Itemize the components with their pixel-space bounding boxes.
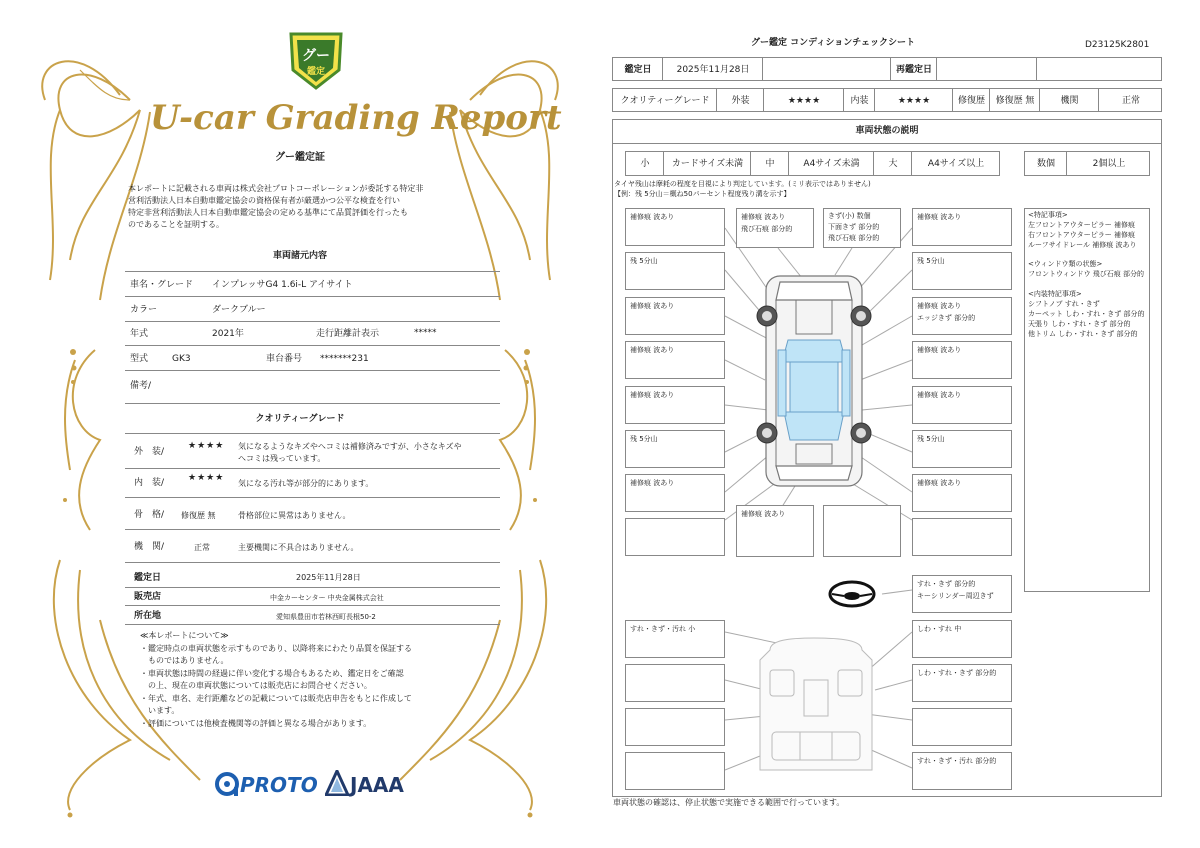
- svg-text:鑑定: 鑑定: [306, 67, 326, 77]
- damage-note: しわ・すれ・きず 部分的: [917, 669, 997, 677]
- note-line: ものではありません。: [140, 656, 229, 665]
- color-value: ダークブルー: [212, 305, 266, 315]
- engine-comment: 主要機関に不具合はありません。: [238, 543, 359, 552]
- frame-comment: 骨格部位に異常はありません。: [238, 511, 351, 520]
- frame-value: 修復歴 無: [181, 511, 216, 520]
- date-value: 2025年11月28日: [296, 573, 361, 582]
- date-label: 鑑定日: [624, 65, 652, 75]
- interior-box-right-1: [912, 620, 1012, 658]
- interior-box-left-2: [625, 664, 725, 702]
- condition-heading: 車両状態の説明: [855, 126, 919, 136]
- model-value: GK3: [172, 354, 191, 364]
- model-label: 型式: [130, 354, 149, 364]
- year-value: 2021年: [212, 329, 244, 339]
- special-item: ルーフサイドレール 補修痕 波あり: [1028, 241, 1137, 249]
- interior-box-right-2: [912, 664, 1012, 702]
- remarks-label: 備考/: [130, 381, 152, 391]
- damage-note: 補修痕 波あり エッジきず 部分的: [917, 302, 976, 322]
- legend-large: 大: [888, 159, 898, 169]
- divider: [125, 370, 500, 371]
- damage-box-left-7: [625, 474, 725, 512]
- exterior-stars: ★★★★: [188, 441, 225, 451]
- damage-box-left-4: [625, 341, 725, 379]
- damage-box-left-3: [625, 297, 725, 335]
- window-item: フロントウィンドウ 飛び石痕 部分的: [1028, 270, 1145, 278]
- engine-value: 正常: [1121, 96, 1140, 106]
- specs-heading: 車両諸元内容: [272, 251, 327, 261]
- sheet-title: グー鑑定 コンディションチェックシート: [751, 38, 915, 48]
- damage-box-left-6: [625, 430, 725, 468]
- intro-line: 本レポートに記載される車両は株式会社プロトコーポレーションが委託する特定非: [128, 184, 424, 193]
- color-label: カラー: [130, 305, 158, 315]
- legend-small-desc: カードサイズ未満: [671, 159, 744, 169]
- steering-note-box: [912, 575, 1012, 613]
- divider: [125, 403, 500, 404]
- note-line: ・鑑定時点の車両状態を示すものであり、以降将来にわたり品質を保証する: [140, 644, 412, 653]
- engine-label: 機 関/: [134, 542, 165, 552]
- damage-box-top-1: [736, 208, 814, 248]
- engine-label: 機関: [1060, 96, 1079, 106]
- special-item: 右フロントアウターピラー 補修痕: [1028, 231, 1135, 239]
- svg-text:グー: グー: [302, 48, 330, 64]
- divider: [125, 296, 500, 297]
- tire-note: タイヤ残山は摩耗の程度を目視により判定しています。(ミリ表示ではありません): [614, 180, 871, 188]
- sheet-code: D23125K2801: [1085, 40, 1150, 50]
- special-item: 左フロントアウターピラー 補修痕: [1028, 221, 1135, 229]
- divider: [125, 605, 500, 606]
- note-line: ・評価については他検査機関等の評価と異なる場合があります。: [140, 719, 372, 728]
- interior-stars: ★★★★: [188, 473, 225, 483]
- interior-box-left-4: [625, 752, 725, 790]
- mileage-value: *****: [414, 328, 437, 338]
- exterior-comment: ヘコミは残っています。: [238, 454, 326, 463]
- exterior-label: 外 装/: [134, 447, 165, 457]
- damage-box-bottom-3: [912, 518, 1012, 556]
- damage-box-right-6: [912, 430, 1012, 468]
- divider: [125, 562, 500, 563]
- dealer-label: 販売店: [134, 592, 162, 602]
- interior-box-left-3: [625, 708, 725, 746]
- damage-box-left-1: [625, 208, 725, 246]
- damage-note: 補修痕 波あり: [630, 391, 675, 399]
- proto-logo-icon: [214, 771, 240, 797]
- divider: [125, 529, 500, 530]
- interior-item: カーペット しわ・すれ・きず 部分的: [1028, 310, 1145, 318]
- damage-note: 補修痕 波あり: [630, 302, 675, 310]
- jaaa-logo-icon: [325, 770, 349, 796]
- damage-note: 補修痕 波あり: [917, 346, 962, 354]
- chassis-label: 車台番号: [266, 354, 303, 364]
- intro-line: 営利活動法人日本自動車鑑定協会の資格保有者が厳選かつ公平な検査を行い: [128, 196, 400, 205]
- count-value: 2個以上: [1092, 159, 1126, 169]
- note-line: ・年式、車名、走行距離などの記載については販売店申告をもとに作成して: [140, 694, 412, 703]
- interior-diagram: [760, 638, 872, 770]
- interior-label: 内装: [850, 96, 869, 106]
- damage-box-bottom-1: [736, 505, 814, 557]
- damage-note: 残 5分山: [917, 257, 945, 265]
- damage-box-right-5: [912, 386, 1012, 424]
- interior-stars: ★★★★: [897, 96, 931, 106]
- note-line: ・車両状態は時間の経過に伴い変化する場合もあるため、鑑定日をご確認: [140, 669, 404, 678]
- repair-label: 修復歴: [957, 96, 985, 106]
- count-label: 数個: [1036, 159, 1055, 169]
- legend-medium: 中: [765, 159, 775, 169]
- quality-label: クオリティーグレード: [620, 96, 710, 106]
- damage-note: 補修痕 波あり: [630, 213, 675, 221]
- certificate-heading: グー鑑定証: [275, 152, 325, 163]
- damage-box-right-4: [912, 341, 1012, 379]
- damage-box-left-2: [625, 252, 725, 290]
- special-heading: <特記事項>: [1028, 211, 1068, 219]
- damage-note: 補修痕 波あり 飛び石痕 部分的: [741, 213, 793, 233]
- divider: [125, 271, 500, 272]
- damage-box-top-2: [823, 208, 901, 248]
- interior-box-right-4: [912, 752, 1012, 790]
- damage-note: すれ・きず 部分的 キーシリンダー周辺きず: [917, 580, 994, 600]
- frame-label: 骨 格/: [134, 510, 165, 520]
- date-label: 鑑定日: [134, 573, 162, 583]
- damage-note: しわ・すれ 中: [917, 625, 962, 633]
- damage-box-right-3: [912, 297, 1012, 335]
- chassis-value: *******231: [320, 354, 369, 364]
- exterior-comment: 気になるようなキズやヘコミは補修済みですが、小さなキズや: [238, 442, 462, 451]
- report-script-title: U-car Grading Report: [150, 98, 562, 138]
- intro-line: のであることを証明する。: [128, 220, 224, 229]
- damage-note: すれ・きず・汚れ 部分的: [917, 757, 997, 765]
- interior-item: 他トリム しわ・すれ・きず 部分的: [1028, 330, 1138, 338]
- quality-heading: クオリティーグレード: [255, 414, 345, 424]
- legend-medium-desc: A4サイズ未満: [803, 159, 860, 169]
- note-line: の上、現在の車両状態については販売店にお問合せください。: [140, 681, 372, 690]
- damage-box-right-7: [912, 474, 1012, 512]
- damage-note: 残 5分山: [917, 435, 945, 443]
- proto-logo-text: PROTO: [240, 773, 318, 797]
- interior-comment: 気になる汚れ等が部分的にあります。: [238, 479, 374, 488]
- divider: [125, 321, 500, 322]
- date-value: 2025年11月28日: [676, 65, 750, 75]
- window-heading: <ウィンドウ類の状態>: [1028, 260, 1103, 268]
- interior-item: 天張り しわ・すれ・きず 部分的: [1028, 320, 1131, 328]
- divider: [125, 497, 500, 498]
- divider: [125, 624, 500, 625]
- condition-check-sheet: [600, 0, 1200, 848]
- interior-box-right-3: [912, 708, 1012, 746]
- exterior-stars: ★★★★: [787, 96, 821, 106]
- damage-note: 補修痕 波あり: [630, 346, 675, 354]
- damage-box-right-2: [912, 252, 1012, 290]
- address-value: 愛知県豊田市若林西町長根50-2: [276, 613, 376, 621]
- damage-note: 補修痕 波あり: [917, 391, 962, 399]
- damage-note: きず(小) 数個 下面きず 部分的 飛び石痕 部分的: [828, 212, 880, 242]
- divider: [125, 433, 500, 434]
- special-notes-box: [1024, 208, 1150, 592]
- mileage-label: 走行距離計表示: [316, 329, 380, 339]
- interior-heading: <内装特記事項>: [1028, 290, 1082, 298]
- damage-note: 補修痕 波あり: [917, 213, 962, 221]
- legend-small: 小: [640, 159, 650, 169]
- goo-kantei-badge-icon: [287, 30, 345, 92]
- steering-wheel-icon: [830, 582, 874, 606]
- damage-note: すれ・きず・汚れ 小: [630, 625, 696, 633]
- damage-box-left-5: [625, 386, 725, 424]
- interior-box-left-1: [625, 620, 725, 658]
- divider: [125, 345, 500, 346]
- address-label: 所在地: [134, 611, 162, 621]
- exterior-label: 外装: [731, 96, 750, 106]
- name-value: インプレッサG4 1.6i-L アイサイト: [212, 280, 353, 290]
- tire-note-example: 【例：残 5分山＝概ね50パーセント程度残り溝を示す】: [614, 190, 791, 198]
- divider: [125, 468, 500, 469]
- interior-label: 内 装/: [134, 478, 165, 488]
- sheet-footer-note: 車両状態の確認は、停止状態で実施できる範囲で行っています。: [613, 798, 845, 807]
- damage-note: 補修痕 波あり: [741, 510, 786, 518]
- damage-note: 補修痕 波あり: [630, 479, 675, 487]
- damage-box-left-8: [625, 518, 725, 556]
- damage-note: 残 5分山: [630, 435, 658, 443]
- intro-line: 特定非営利活動法人日本自動車鑑定協会の定める基準にて品質評価を行ったも: [128, 208, 408, 217]
- interior-item: シフトノブ すれ・きず: [1028, 300, 1100, 308]
- note-line: います。: [140, 706, 180, 715]
- divider: [125, 587, 500, 588]
- damage-note: 残 5分山: [630, 257, 658, 265]
- notes-heading: ≪本レポートについて≫: [140, 631, 229, 640]
- name-label: 車名・グレード: [130, 280, 194, 290]
- dealer-value: 中金カーセンター 中央金属株式会社: [270, 594, 384, 602]
- recheck-label: 再鑑定日: [895, 65, 932, 75]
- year-label: 年式: [130, 329, 149, 339]
- damage-box-right-1: [912, 208, 1012, 246]
- legend-large-desc: A4サイズ以上: [927, 159, 985, 169]
- jaaa-logo-text: JAAA: [350, 773, 404, 797]
- damage-note: 補修痕 波あり: [917, 479, 962, 487]
- engine-value: 正常: [194, 543, 210, 552]
- repair-value: 修復歴 無: [995, 96, 1035, 106]
- damage-box-bottom-2: [823, 505, 901, 557]
